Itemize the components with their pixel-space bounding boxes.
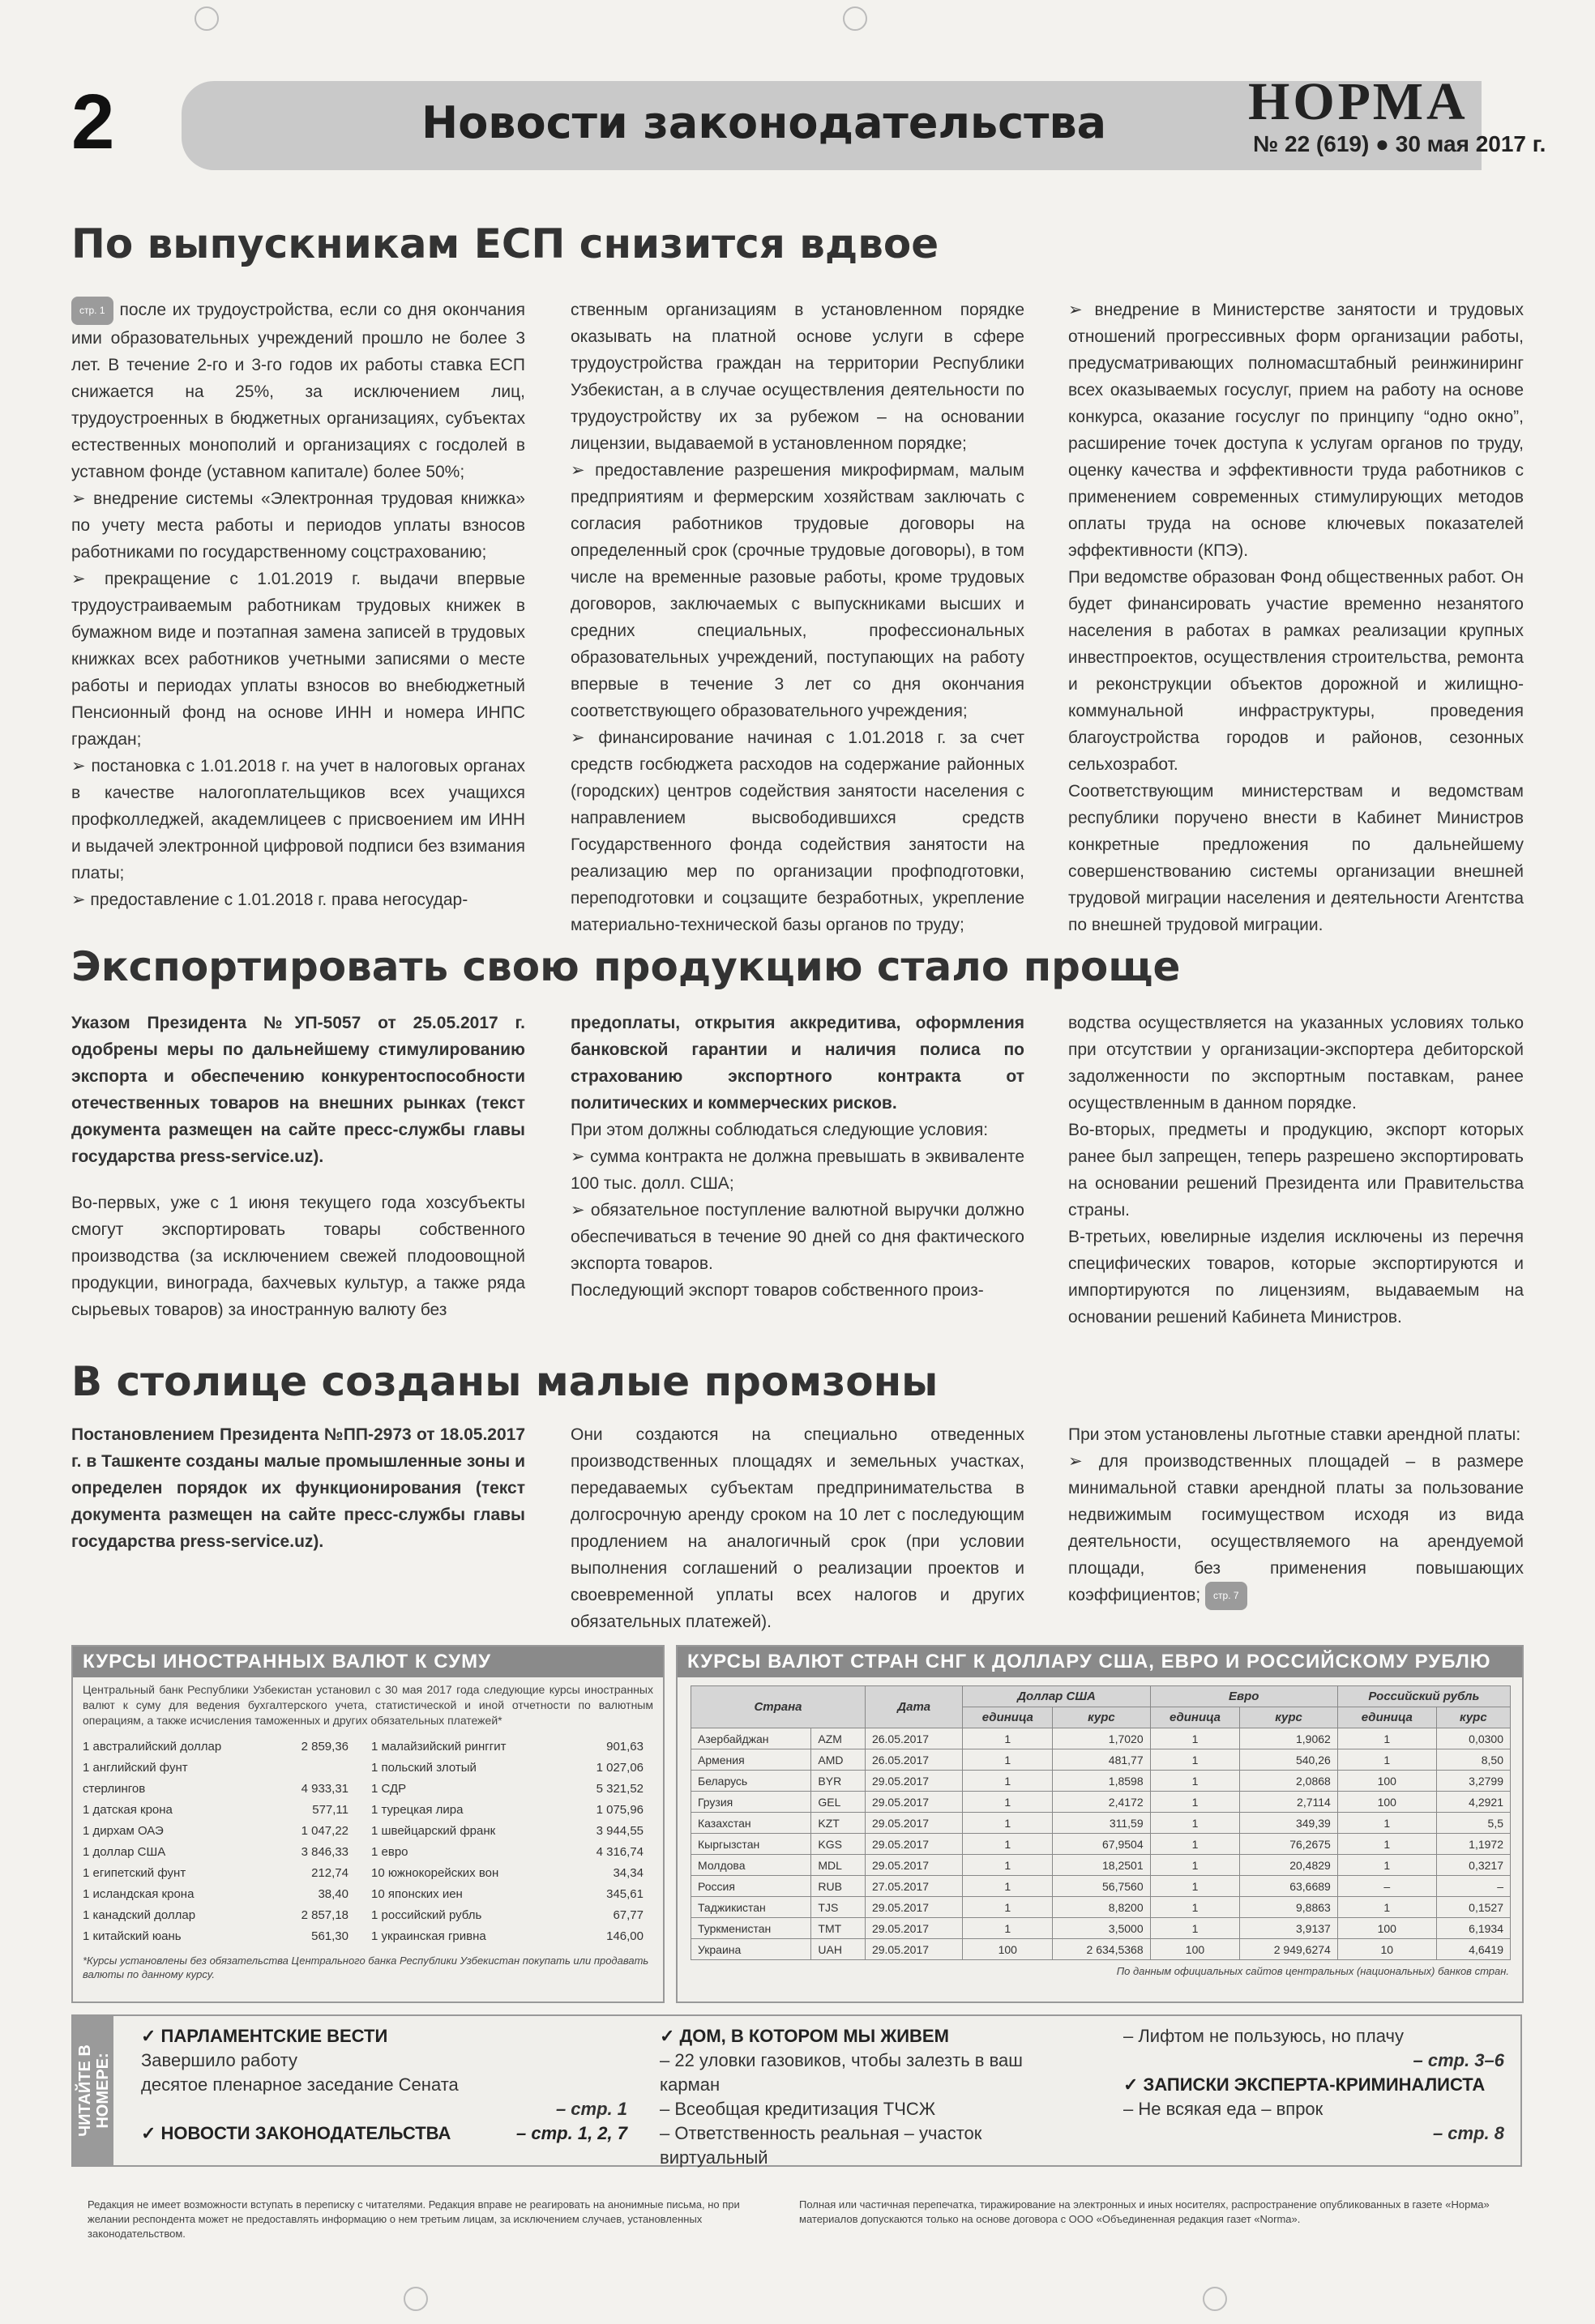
toc-line: десятое пленарное заседание Сената — [141, 2074, 459, 2095]
currency-name: 10 японских иен — [371, 1887, 463, 1901]
currency-name: 1 английский фунт — [83, 1761, 188, 1775]
table-cell: 1 — [1150, 1792, 1240, 1813]
article-column — [571, 297, 1024, 938]
table-cell: AZM — [811, 1728, 866, 1749]
toc-page: – стр. 3–6 — [1413, 2050, 1504, 2070]
table-source: По данным официальных сайтов центральных (национальных) банков стран. — [1116, 1965, 1509, 1977]
paragraph: ➢ сумма контракта не должна превышать в эквиваленте 100 тыс. долл. США; — [571, 1147, 1024, 1193]
rate-row — [83, 1905, 349, 1926]
toc-section[interactable] — [660, 2024, 1081, 2170]
table-cell: 6,1934 — [1436, 1918, 1510, 1939]
cis-rates-box — [676, 1645, 1524, 2003]
table-cell: Казахстан — [691, 1813, 811, 1834]
paragraph: ➢ обязательное поступление валютной выручки должно обеспечиваться в течение 90 дней со дня фактического экспорта товаров. — [571, 1201, 1024, 1273]
currency-name: 1 египетский фунт — [83, 1866, 186, 1880]
table-cell: 63,6689 — [1240, 1876, 1337, 1897]
table-cell: 1,8598 — [1053, 1771, 1150, 1792]
article-column — [1068, 1010, 1524, 1331]
article-column — [1068, 1421, 1524, 1610]
table-cell: 481,77 — [1053, 1749, 1150, 1771]
article-column — [71, 1010, 525, 1323]
rate-row — [371, 1737, 644, 1758]
col-header: Евро — [1150, 1686, 1337, 1707]
currency-name: 1 исландская крона — [83, 1887, 195, 1901]
currency-name: 1 евро — [371, 1845, 408, 1859]
article-title: В столице созданы малые промзоны — [71, 1358, 939, 1405]
read-in-issue-box — [71, 2014, 1522, 2167]
rate-row — [371, 1905, 644, 1926]
table-cell: 29.05.2017 — [865, 1771, 962, 1792]
rate-row — [83, 1863, 349, 1884]
table-cell: 2,4172 — [1053, 1792, 1150, 1813]
table-cell: TMT — [811, 1918, 866, 1939]
table-cell: 29.05.2017 — [865, 1918, 962, 1939]
currency-name: 1 китайский юань — [83, 1929, 182, 1943]
table-cell: 29.05.2017 — [865, 1855, 962, 1876]
table-cell: 26.05.2017 — [865, 1749, 962, 1771]
article-title: Экспортировать свою продукцию стало проще — [71, 943, 1181, 990]
rate-row — [83, 1884, 349, 1905]
article-column — [1068, 297, 1524, 938]
table-cell: 100 — [1337, 1918, 1436, 1939]
article-column — [71, 1421, 525, 1555]
rates-note: *Курсы установлены без обязательства Центрального банка Республики Узбекистан покупать или продавать валюты по данному курсу. — [83, 1954, 649, 1980]
paragraph: ➢ финансирование начиная с 1.01.2018 г. за счет средств госбюджета расходов на содержание районных (городских) центров содействия занятости населения с направлением высвободившихся средств Государственного фонда содействия занятости на реализацию мер по организации профподготовки, переподготовки и соцзащите безработных, укрепление материально-технической базы органов по труду; — [571, 728, 1024, 934]
col-header: единица — [963, 1707, 1053, 1728]
rate-row — [83, 1800, 349, 1821]
toc-heading: ✓ НОВОСТИ ЗАКОНОДАТЕЛЬСТВА — [141, 2123, 451, 2143]
rate-row — [371, 1842, 644, 1863]
table-cell: Молдова — [691, 1855, 811, 1876]
paragraph: Последующий экспорт товаров собственного произ- — [571, 1281, 984, 1300]
page-number: 2 — [71, 79, 115, 165]
table-row — [691, 1813, 1511, 1834]
rate-row — [371, 1821, 644, 1842]
paragraph: водства осуществляется на указанных условиях только при отсутствии у организации-экспортера дебиторской задолженности по экспортным поставкам, ранее осуществленным в данном порядке. — [1068, 1014, 1524, 1113]
table-cell: 100 — [1337, 1771, 1436, 1792]
table-cell: 1 — [1337, 1897, 1436, 1918]
currency-name: 1 польский злотый — [371, 1761, 477, 1775]
rate-row — [83, 1842, 349, 1863]
paragraph: Они создаются на специально отведенных производственных площадях и земельных участках, передаваемых субъектам предпринимательства в долгосрочную аренду сроком на 10 лет с последующим продлением на аналогичный срок (при условии выполнения соглашений о реализации проектов и своевременной уплаты всех налогов и других обязательных платежей). — [571, 1425, 1024, 1631]
currency-name: 1 австралийский доллар — [83, 1740, 222, 1754]
table-cell: Украина — [691, 1939, 811, 1960]
col-header: единица — [1150, 1707, 1240, 1728]
table-cell: 1 — [963, 1771, 1053, 1792]
table-cell: 29.05.2017 — [865, 1939, 962, 1960]
table-cell: TJS — [811, 1897, 866, 1918]
table-row — [691, 1855, 1511, 1876]
toc-section[interactable] — [141, 2024, 627, 2146]
table-cell: 2 949,6274 — [1240, 1939, 1337, 1960]
punch-hole — [404, 2287, 428, 2311]
currency-rate: 901,63 — [606, 1740, 644, 1754]
currency-rate: 577,11 — [312, 1803, 349, 1817]
paragraph: ➢ предоставление разрешения микрофирмам, малым предприятиям и фермерским хозяйствам заключать с согласия работников трудовые договоры на определенный срок (срочные трудовые договоры), в том числе на временные разовые работы, кроме трудовых договоров, заключаемых с выпускниками высших и средних специальных, профессиональных образовательных учреждений, поступающих на работу впервые в течение 3 лет со дня окончания соответствующего образовательного учреждения; — [571, 461, 1024, 720]
paragraph: При этом должны соблюдаться следующие условия: — [571, 1121, 989, 1139]
toc-line: Завершило работу — [141, 2050, 297, 2070]
paragraph: В-третьих, ювелирные изделия исключены из перечня специфических товаров, которые экспортируются и импортируются по лицензиям, выдаваемым на основании решений Кабинета Министров. — [1068, 1228, 1524, 1326]
paragraph: ➢ прекращение с 1.01.2019 г. выдачи впервые трудоустраиваемым работникам трудовых книжек в бумажном виде и поэтапная замена записей в трудовых книжках всех работников учетными записями о месте работы и периодах уплаты взносов во внебюджетный Пенсионный фонд на основе ИНН и номера ИНПС граждан; — [71, 570, 525, 749]
paragraph: ➢ внедрение в Министерстве занятости и трудовых отношений прогрессивных форм организации работы, предусматривающих полномасштабный реинжиниринг всех оказываемых госуслуг, прием на работу на основе конкурса, оказание госуслуг по принципу “одно окно”, расширение точек доступа к услугам органов по труду, оценку качества и эффективности труда работников с применением современных стимулирующих методов оплаты труда на основе ключевых показателей эффективности (КПЭ). — [1068, 301, 1524, 560]
table-cell: Россия — [691, 1876, 811, 1897]
rate-row — [371, 1800, 644, 1821]
currency-rate: 1 047,22 — [301, 1824, 349, 1838]
footer-disclaimer: Редакция не имеет возможности вступать в переписку с читателями. Редакция вправе не реагировать на анонимные письма, но при желании респондента может не предоставлять информацию о нем третьим лицам, за исключением случаев, установленных законодательством. — [88, 2198, 740, 2240]
rate-row — [371, 1779, 644, 1800]
table-row — [691, 1792, 1511, 1813]
rate-row — [83, 1758, 349, 1779]
col-header: курс — [1436, 1707, 1510, 1728]
rate-row — [371, 1758, 644, 1779]
table-cell: 3,2799 — [1436, 1771, 1510, 1792]
rate-row — [371, 1863, 644, 1884]
table-cell: 0,1527 — [1436, 1897, 1510, 1918]
currency-name: 1 украинская гривна — [371, 1929, 486, 1943]
paragraph: ➢ для производственных площадей – в размере минимальной ставки арендной платы за пользование недвижимым госимуществом исходя из вида деятельности, осуществляемого на арендуемой площади, без применения повышающих коэффициентов; стр. 7 — [1068, 1448, 1524, 1610]
article-title: По выпускникам ЕСП снизится вдвое — [71, 220, 939, 267]
table-cell: 10 — [1337, 1939, 1436, 1960]
article-column — [571, 1010, 1024, 1304]
currency-name: 1 дирхам ОАЭ — [83, 1824, 164, 1838]
currency-name: 10 южнокорейских вон — [371, 1866, 499, 1880]
table-cell: GEL — [811, 1792, 866, 1813]
table-cell: 1,1972 — [1436, 1834, 1510, 1855]
table-row — [691, 1749, 1511, 1771]
table-cell: 1,9062 — [1240, 1728, 1337, 1749]
table-cell: 1 — [963, 1728, 1053, 1749]
table-cell: 311,59 — [1053, 1813, 1150, 1834]
table-cell: Азербайджан — [691, 1728, 811, 1749]
table-cell: 18,2501 — [1053, 1855, 1150, 1876]
table-cell: 0,0300 — [1436, 1728, 1510, 1749]
punch-hole — [195, 6, 219, 31]
table-cell: 8,50 — [1436, 1749, 1510, 1771]
table-row — [691, 1897, 1511, 1918]
toc-line: – Не всякая еда – впрок — [1123, 2099, 1323, 2119]
punch-hole — [1203, 2287, 1227, 2311]
paragraph: Во-вторых, предметы и продукцию, экспорт которых ранее был запрещен, теперь разрешено экспортировать на основании решений Президента или Правительства страны. — [1068, 1121, 1524, 1220]
col-header: курс — [1240, 1707, 1337, 1728]
toc-section[interactable] — [1123, 2024, 1504, 2146]
table-row — [691, 1728, 1511, 1749]
paragraph: Во-первых, уже с 1 июня текущего года хозсубъекты смогут экспортировать товары собственного производства (за исключением свежей плодоовощной продукции, винограда, бахчевых культур, а также ряда сырьевых товаров) за иностранную валюту без — [71, 1194, 525, 1319]
rate-row — [83, 1821, 349, 1842]
table-cell: 0,3217 — [1436, 1855, 1510, 1876]
table-cell: 1 — [1150, 1749, 1240, 1771]
toc-line: – Лифтом не пользуюсь, но плачу — [1123, 2026, 1404, 2046]
currency-rate: 2 857,18 — [301, 1908, 349, 1922]
table-cell: UAH — [811, 1939, 866, 1960]
currency-name: 1 СДР — [371, 1782, 407, 1796]
currency-name: 1 доллар США — [83, 1845, 166, 1859]
table-cell: 1 — [1337, 1749, 1436, 1771]
table-cell: Беларусь — [691, 1771, 811, 1792]
table-cell: 4,6419 — [1436, 1939, 1510, 1960]
currency-rate: 4 933,31 — [301, 1782, 349, 1796]
table-cell: 540,26 — [1240, 1749, 1337, 1771]
currency-name: 1 малайзийский ринггит — [371, 1740, 507, 1754]
table-cell: 1 — [1150, 1876, 1240, 1897]
table-cell: 2,0868 — [1240, 1771, 1337, 1792]
currency-rate: 3 846,33 — [301, 1845, 349, 1859]
toc-line: – Ответственность реальная – участок виртуальный — [660, 2123, 982, 2168]
paragraph: ➢ постановка с 1.01.2018 г. на учет в налоговых органах в качестве налогоплательщиков всех учащихся профколледжей, академлицеев с присвоением им ИНН и выдачей электронной цифровой подписи без взимания платы; — [71, 757, 525, 882]
article-column — [71, 297, 525, 913]
table-cell: 2 634,5368 — [1053, 1939, 1150, 1960]
table-cell: 100 — [1337, 1792, 1436, 1813]
paragraph: При этом установлены льготные ставки арендной платы: — [1068, 1425, 1521, 1444]
paragraph: ➢ внедрение системы «Электронная трудовая книжка» по учету места работы и периодов уплаты взносов работниками по государственному соцстрахованию; — [71, 489, 525, 562]
currency-name: 1 швейцарский франк — [371, 1824, 496, 1838]
toc-heading: ✓ ЗАПИСКИ ЭКСПЕРТА-КРИМИНАЛИСТА — [1123, 2074, 1486, 2095]
table-cell: 1 — [1150, 1897, 1240, 1918]
table-cell: 100 — [963, 1939, 1053, 1960]
table-cell: 1,7020 — [1053, 1728, 1150, 1749]
table-cell: Таджикистан — [691, 1897, 811, 1918]
col-header: Дата — [865, 1686, 962, 1728]
currency-rate: 4 316,74 — [596, 1845, 644, 1859]
newspaper-logo: НОРМА — [1248, 72, 1469, 131]
rates-list — [73, 1733, 663, 1950]
currency-rate: 561,30 — [311, 1929, 349, 1943]
table-cell: 1 — [1337, 1855, 1436, 1876]
currency-rate: 2 859,36 — [301, 1740, 349, 1754]
table-cell: 9,8863 — [1240, 1897, 1337, 1918]
table-cell: 1 — [963, 1855, 1053, 1876]
article-column — [571, 1421, 1024, 1635]
col-header: единица — [1337, 1707, 1436, 1728]
lead-paragraph: Постановлением Президента №ПП-2973 от 18.05.2017 г. в Ташкенте созданы малые промышленные зоны и определен порядок их функционирования (текст документа размещен на сайте пресс-службы главы государства press-service.uz). — [71, 1425, 525, 1551]
currency-rate: 38,40 — [318, 1887, 349, 1901]
table-cell: 67,9504 — [1053, 1834, 1150, 1855]
table-cell: 1 — [963, 1876, 1053, 1897]
table-row — [691, 1771, 1511, 1792]
currency-rate: 1 027,06 — [596, 1761, 644, 1775]
currency-rate: 345,61 — [606, 1887, 644, 1901]
table-cell: 1 — [1337, 1834, 1436, 1855]
table-cell: Грузия — [691, 1792, 811, 1813]
table-cell: 1 — [1150, 1918, 1240, 1939]
lead-paragraph: Указом Президента №УП-5057 от 25.05.2017 г. одобрены меры по дальнейшему стимулированию экспорта и обеспечению конкурентоспособности отечественных товаров на внешних рынках (текст документа размещен на сайте пресс-службы главы государства press-service.uz). — [71, 1014, 525, 1166]
read-side-label: ЧИТАЙТЕ В НОМЕРЕ: — [73, 2016, 113, 2165]
table-cell: 1 — [1150, 1771, 1240, 1792]
table-cell: 1 — [1150, 1728, 1240, 1749]
paragraph: При ведомстве образован Фонд общественных работ. Он будет финансировать участие временно незанятого населения в работах в рамках реализации крупных инвестпроектов, осуществления строительства, ремонта и реконструкции объектов дорожной и жилищно-коммунальной инфраструктуры, проведения благоустройства городов и районов, сезонных сельхозработ. — [1068, 568, 1524, 774]
cis-rates-table — [691, 1685, 1511, 1960]
table-cell: 1 — [963, 1897, 1053, 1918]
table-cell: 1 — [1150, 1834, 1240, 1855]
toc-line: – Всеобщая кредитизация ТЧСЖ — [660, 2099, 936, 2119]
table-cell: 29.05.2017 — [865, 1792, 962, 1813]
currency-name: 1 датская крона — [83, 1803, 173, 1817]
toc-page: – стр. 8 — [1432, 2123, 1504, 2143]
table-cell: 3,9137 — [1240, 1918, 1337, 1939]
col-header: курс — [1053, 1707, 1150, 1728]
currency-name: 1 российский рубль — [371, 1908, 482, 1922]
table-cell: 1 — [963, 1834, 1053, 1855]
table-cell: 1 — [1337, 1728, 1436, 1749]
box-intro: Центральный банк Республики Узбекистан установил с 30 мая 2017 года следующие курсы иностранных валют к суму для ведения бухгалтерского учета, статистической и иной отчетности по валютным операциям, а также исчисления таможенных и других обязательных платежей* — [83, 1683, 653, 1727]
table-cell: KGS — [811, 1834, 866, 1855]
toc-line: – 22 уловки газовиков, чтобы залезть в ваш карман — [660, 2050, 1023, 2095]
table-cell: 27.05.2017 — [865, 1876, 962, 1897]
currency-rate: 3 944,55 — [596, 1824, 644, 1838]
rates-column — [83, 1737, 349, 1947]
currency-rate: 212,74 — [311, 1866, 349, 1880]
currency-rate: 5 321,52 — [596, 1782, 644, 1796]
rate-row — [371, 1884, 644, 1905]
currency-rate: 67,77 — [613, 1908, 644, 1922]
rate-row — [371, 1926, 644, 1947]
toc-page: – стр. 1, 2, 7 — [516, 2123, 627, 2143]
table-cell: 26.05.2017 — [865, 1728, 962, 1749]
table-row — [691, 1876, 1511, 1897]
currency-name: 1 канадский доллар — [83, 1908, 196, 1922]
table-cell: 1 — [1337, 1813, 1436, 1834]
currency-name: стерлингов — [83, 1782, 146, 1796]
table-cell: 2,7114 — [1240, 1792, 1337, 1813]
paragraph: предоплаты, открытия аккредитива, оформления банковской гарантии и наличия полиса по страхованию экспортного контракта от политических и коммерческих рисков. — [571, 1014, 1024, 1113]
table-cell: MDL — [811, 1855, 866, 1876]
paragraph: стр. 1 после их трудоустройства, если со дня окончания ими образовательных учреждений прошло не более 3 лет. В течение 2-го и 3-го годов их работы ставка ЕСП снижается на 25%, за исключением лиц, трудоустроенных в бюджетных организациях, субъектах естественных монополий и организациях с госдолей в уставном фонде (уставном капитале) более 50%; — [71, 297, 525, 485]
col-header: Доллар США — [963, 1686, 1150, 1707]
box-title: КУРСЫ ВАЛЮТ СТРАН СНГ К ДОЛЛАРУ США, ЕВРО И РОССИЙСКОМУ РУБЛЮ — [678, 1647, 1522, 1677]
table-cell: 1 — [1150, 1855, 1240, 1876]
currency-name: 1 турецкая лира — [371, 1803, 464, 1817]
table-cell: 5,5 — [1436, 1813, 1510, 1834]
rate-row — [83, 1926, 349, 1947]
table-cell: – — [1436, 1876, 1510, 1897]
page-ref-badge[interactable]: стр. 1 — [71, 297, 113, 325]
table-row — [691, 1918, 1511, 1939]
table-cell: BYR — [811, 1771, 866, 1792]
table-cell: 3,5000 — [1053, 1918, 1150, 1939]
currency-rates-box — [71, 1645, 665, 2003]
table-cell: 29.05.2017 — [865, 1834, 962, 1855]
table-cell: 1 — [963, 1749, 1053, 1771]
table-cell: 29.05.2017 — [865, 1897, 962, 1918]
currency-rate: 1 075,96 — [596, 1803, 644, 1817]
table-cell: 8,8200 — [1053, 1897, 1150, 1918]
section-title: Новости законодательства — [421, 97, 1107, 148]
table-cell: Туркменистан — [691, 1918, 811, 1939]
table-cell: 100 — [1150, 1939, 1240, 1960]
rates-column — [371, 1737, 644, 1947]
rate-row — [83, 1737, 349, 1758]
table-cell: 20,4829 — [1240, 1855, 1337, 1876]
toc-heading: ✓ ДОМ, В КОТОРОМ МЫ ЖИВЕМ — [660, 2026, 949, 2046]
rate-row — [83, 1779, 349, 1800]
issue-info: № 22 (619) ● 30 мая 2017 г. — [1253, 131, 1546, 156]
currency-rate: 146,00 — [606, 1929, 644, 1943]
table-row — [691, 1834, 1511, 1855]
punch-hole — [843, 6, 867, 31]
paragraph: Соответствующим министерствам и ведомствам республики поручено внести в Кабинет Министров конкретные предложения по дальнейшему совершенствованию системы организации внешней трудовой миграции населения и деятельности Агентства по внешней трудовой миграции. — [1068, 782, 1524, 934]
col-header: Страна — [691, 1686, 866, 1728]
col-header: Российский рубль — [1337, 1686, 1510, 1707]
table-cell: KZT — [811, 1813, 866, 1834]
table-cell: 349,39 — [1240, 1813, 1337, 1834]
table-row — [691, 1939, 1511, 1960]
toc-page: – стр. 1 — [555, 2099, 627, 2119]
footer-copyright: Полная или частичная перепечатка, тиражирование на электронных и иных носителях, распространение опубликованных в газете «Норма» материалов допускаются только на основе договора с ООО «Объединенная редакция газет «Norma». — [799, 2198, 1490, 2225]
table-cell: 1 — [963, 1792, 1053, 1813]
table-cell: – — [1337, 1876, 1436, 1897]
table-cell: 29.05.2017 — [865, 1813, 962, 1834]
currency-rate: 34,34 — [613, 1866, 644, 1880]
table-cell: Кыргызстан — [691, 1834, 811, 1855]
table-cell: 1 — [963, 1813, 1053, 1834]
table-cell: 4,2921 — [1436, 1792, 1510, 1813]
table-cell: 76,2675 — [1240, 1834, 1337, 1855]
table-cell: 1 — [1150, 1813, 1240, 1834]
paragraph: ➢ предоставление с 1.01.2018 г. права негосудар- — [71, 891, 468, 909]
toc-heading: ✓ ПАРЛАМЕНТСКИЕ ВЕСТИ — [141, 2026, 388, 2046]
table-cell: RUB — [811, 1876, 866, 1897]
paragraph: ственным организациям в установленном порядке оказывать на платной основе услуги в сфере трудоустройства граждан на территории Республики Узбекистан, а в случае осуществления деятельности по трудоустройству их за рубежом – на основании лицензии, выдаваемой в установленном порядке; — [571, 301, 1024, 453]
table-cell: Армения — [691, 1749, 811, 1771]
box-title: КУРСЫ ИНОСТРАННЫХ ВАЛЮТ К СУМУ — [73, 1647, 663, 1677]
table-cell: AMD — [811, 1749, 866, 1771]
page-ref-badge[interactable]: стр. 7 — [1205, 1582, 1247, 1610]
table-cell: 1 — [963, 1918, 1053, 1939]
table-cell: 56,7560 — [1053, 1876, 1150, 1897]
